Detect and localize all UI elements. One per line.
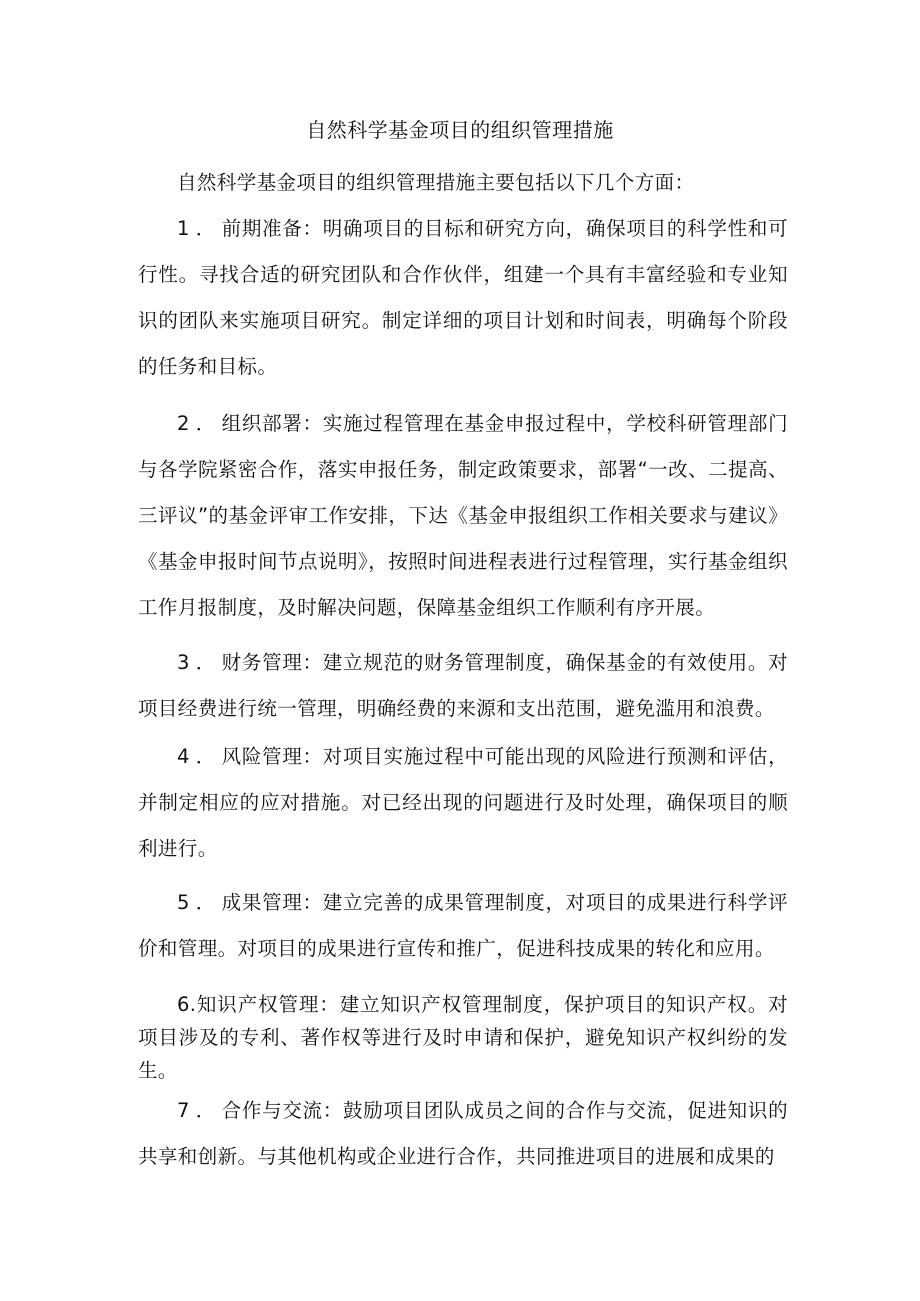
section-number: 4． <box>177 745 222 768</box>
section-text: 成果管理：建立完善的成果管理制度，对项目的成果进行科学评价和管理。对项目的成果进行宣传和推广，促进科技成果的转化和应用。 <box>138 891 788 960</box>
section-text: 风险管理：对项目实施过程中可能出现的风险进行预测和评估，并制定相应的应对措施。对已经出现的问题进行及时处理，确保项目的顺利进行。 <box>138 745 788 860</box>
section-number: 3． <box>177 651 222 674</box>
section-paragraph-7 <box>138 1088 788 1180</box>
document-title: 自然科学基金项目的组织管理措施 <box>306 118 614 142</box>
section-text: 合作与交流：鼓励项目团队成员之间的合作与交流，促进知识的共享和创新。与其他机构或企业进行合作，共同推进项目的进展和成果的 <box>138 1099 788 1168</box>
section-text: 知识产权管理：建立知识产权管理制度，保护项目的知识产权。对项目涉及的专利、著作权等进行及时申请和保护，避免知识产权纠纷的发生。 <box>138 993 788 1082</box>
section-paragraph-3 <box>138 640 788 732</box>
section-text: 财务管理：建立规范的财务管理制度，确保基金的有效使用。对项目经费进行统一管理，明确经费的来源和支出范围，避免滥用和浪费。 <box>138 651 788 720</box>
section-number: 5． <box>177 891 222 914</box>
section-number: 6. <box>177 993 197 1016</box>
section-number: 1． <box>177 217 222 240</box>
section-paragraph-5 <box>138 880 788 972</box>
section-paragraph-4 <box>138 734 788 872</box>
section-paragraph-6 <box>138 988 788 1087</box>
intro-paragraph: 自然科学基金项目的组织管理措施主要包括以下几个方面： <box>177 171 695 194</box>
section-number: 2． <box>177 412 222 435</box>
section-paragraph-2 <box>138 401 788 631</box>
section-paragraph-1 <box>138 206 788 390</box>
section-text: 前期准备：明确项目的目标和研究方向，确保项目的科学性和可行性。寻找合适的研究团队和合作伙伴，组建一个具有丰富经验和专业知识的团队来实施项目研究。制定详细的项目计划和时间表，明确每个阶段的任务和目标。 <box>138 217 788 378</box>
section-number: 7． <box>177 1099 222 1122</box>
section-text: 组织部署：实施过程管理在基金申报过程中，学校科研管理部门与各学院紧密合作，落实申报任务，制定政策要求，部署“一改、二提高、三评议”的基金评审工作安排，下达《基金申报组织工作相关要求与建议》《基金申报时间节点说明》，按照时间进程表进行过程管理，实行基金组织工作月报制度，及时解决问题，保障基金组织工作顺利有序开展。 <box>138 412 788 619</box>
